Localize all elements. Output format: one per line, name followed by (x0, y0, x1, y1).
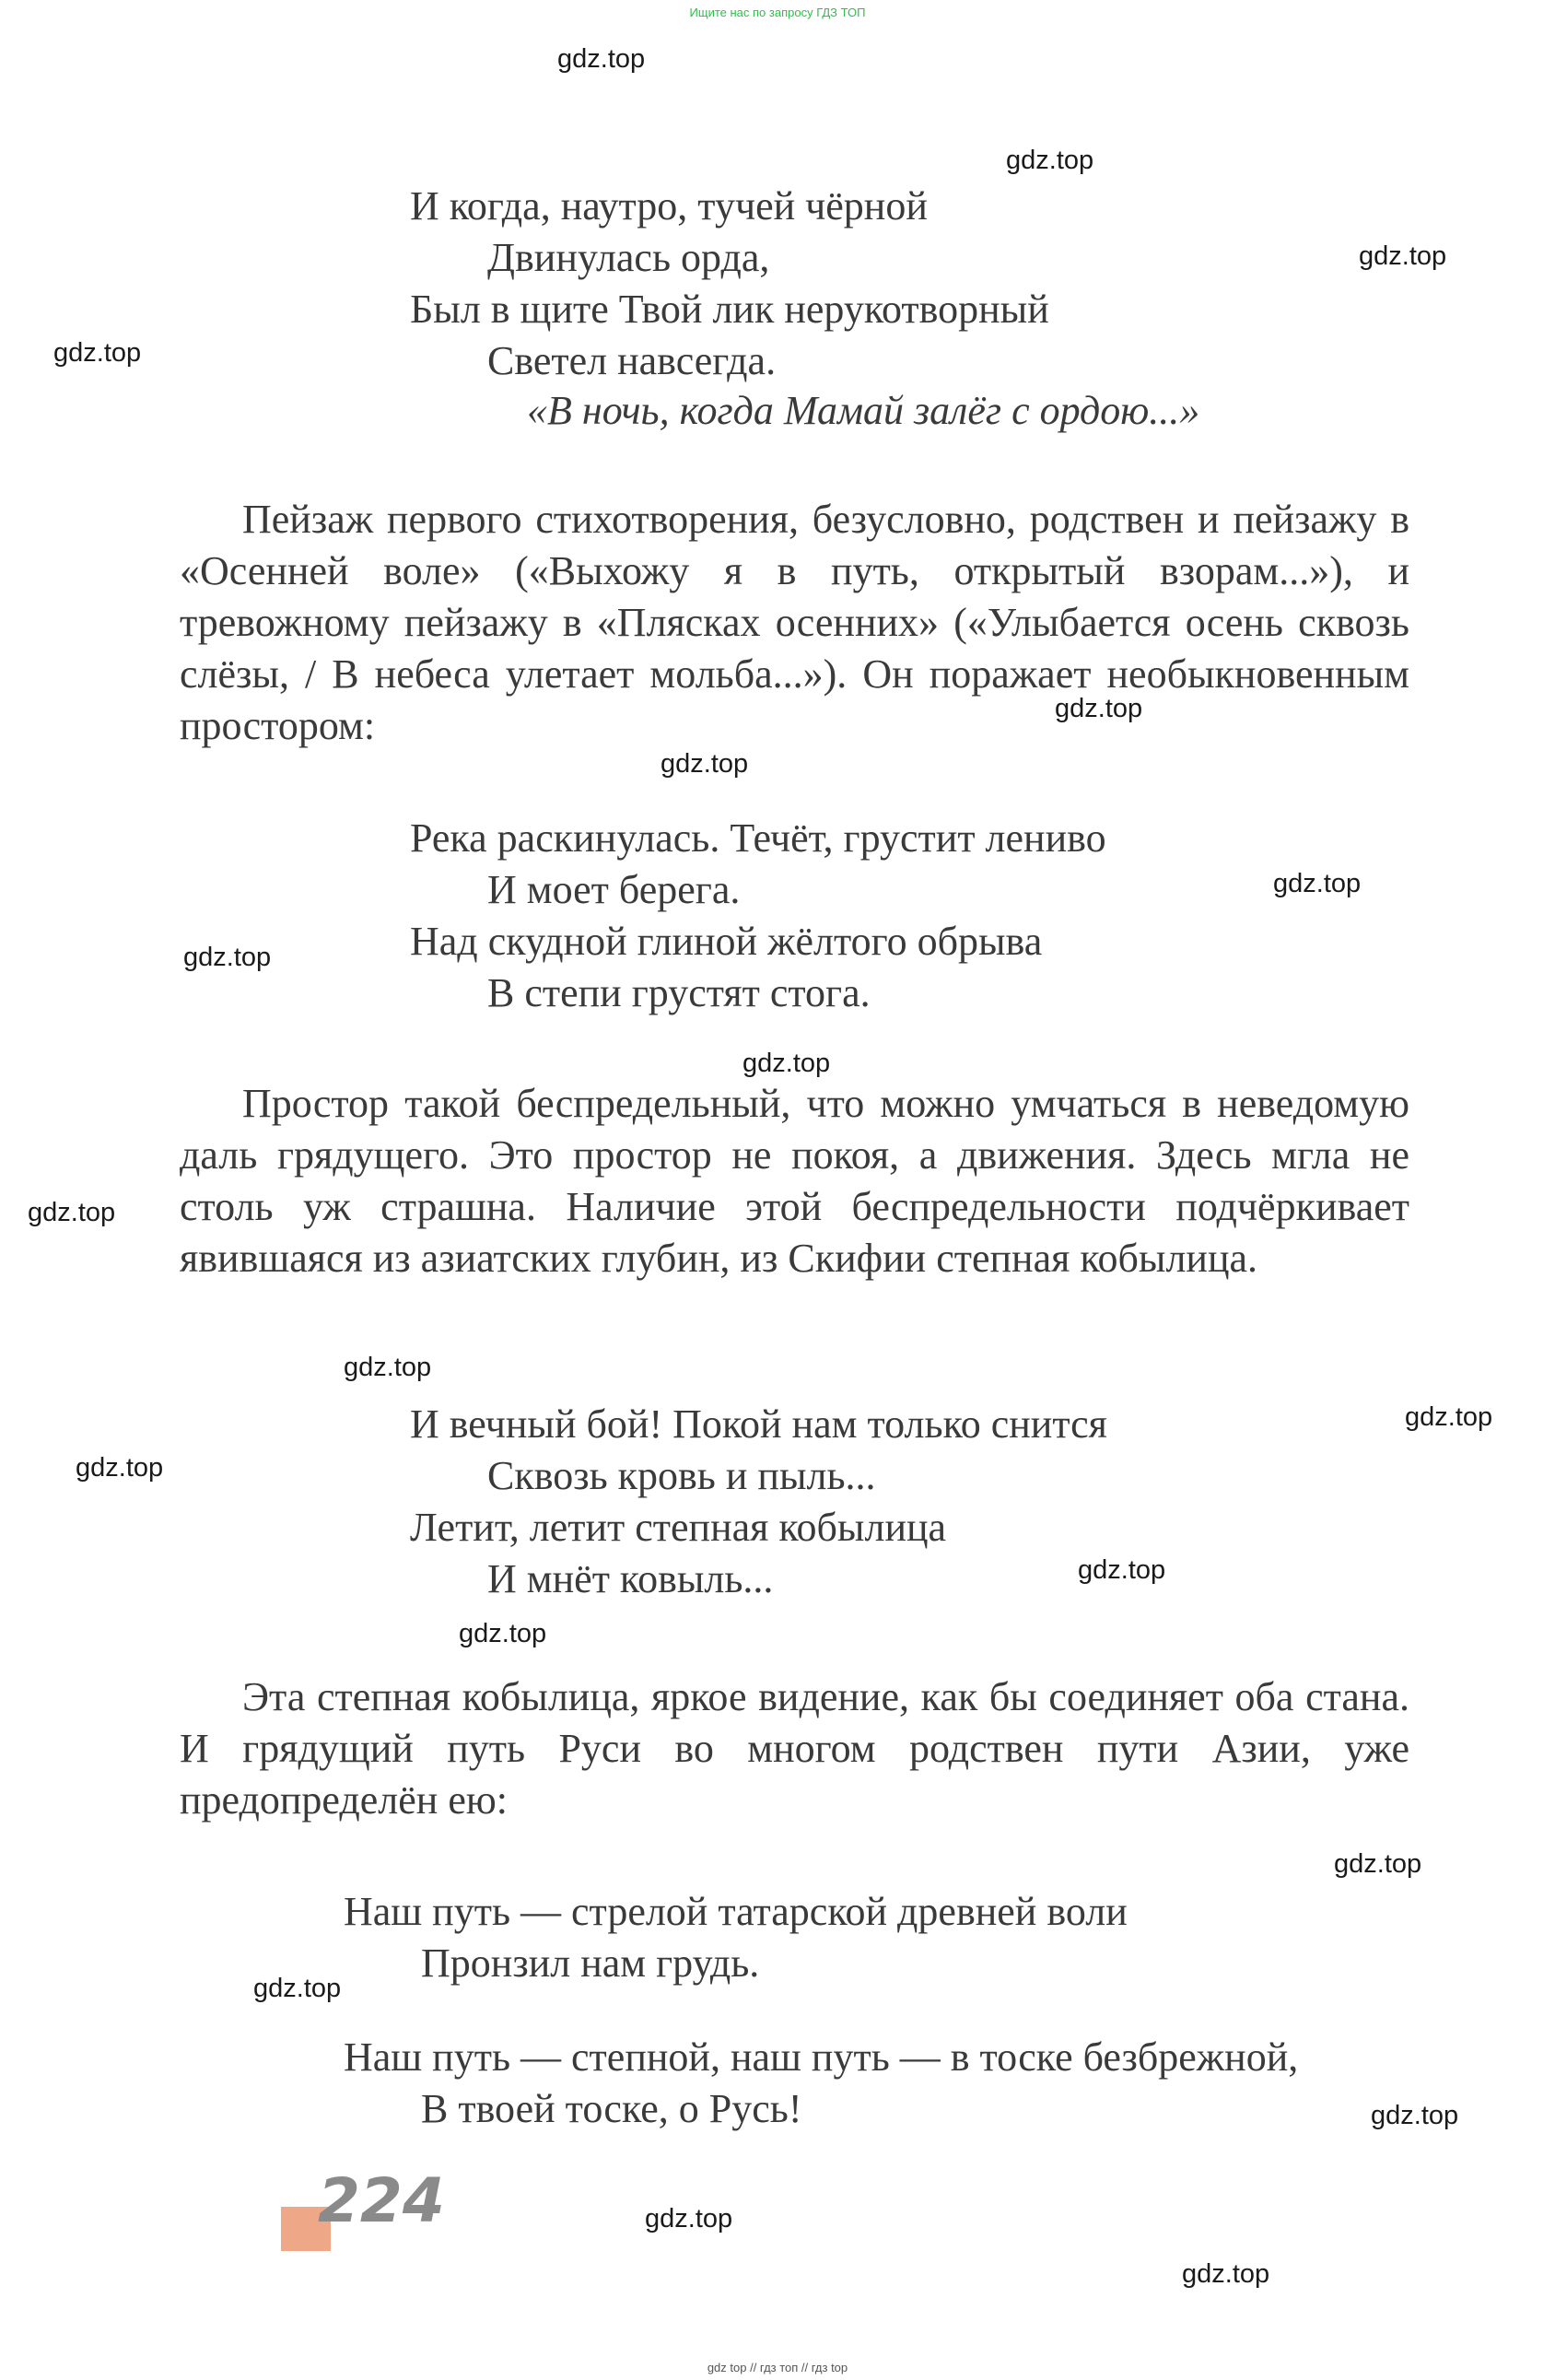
verse-line: Река раскинулась. Течёт, грустит лениво (410, 815, 1106, 861)
watermark: gdz.top (183, 943, 272, 972)
watermark: gdz.top (253, 1974, 342, 2003)
verse-line: Наш путь — степной, наш путь — в тоске безбрежной, (344, 2034, 1299, 2080)
verse-4 (344, 1886, 1128, 1989)
watermark: gdz.top (1273, 869, 1362, 898)
watermark: gdz.top (645, 2204, 733, 2233)
watermark: gdz.top (1182, 2259, 1270, 2289)
watermark: gdz.top (28, 1198, 116, 1227)
verse-line: Наш путь — стрелой татарской древней воли (344, 1889, 1128, 1934)
watermark: gdz.top (344, 1353, 432, 1382)
paragraph-3: Эта степная кобылица, яркое видение, как бы соединяет оба стана. И грядущий путь Руси во многом родствен пути Азии, уже предопределён ею: (180, 1674, 1409, 1823)
watermark: gdz.top (459, 1619, 547, 1648)
watermark: gdz.top (1334, 1849, 1422, 1879)
watermark: gdz.top (1371, 2101, 1459, 2130)
verse-line: В степи грустят стога. (487, 970, 871, 1015)
verse-line: В твоей тоске, о Русь! (421, 2086, 802, 2131)
verse-line: И когда, наутро, тучей чёрной (410, 183, 928, 229)
verse-line: И вечный бой! Покой нам только снится (410, 1401, 1107, 1447)
watermark: gdz.top (1006, 146, 1094, 175)
paragraph-2: Простор такой беспредельный, что можно умчаться в неведомую даль грядущего. Это простор не покоя, а движения. Здесь мгла не столь уж страшна. Наличие этой беспредельности подчёркивает явившаяся из азиатских глубин, из Скифии степная кобылица. (180, 1081, 1409, 1281)
verse-line: Двинулась орда, (487, 235, 770, 280)
footer-note: gdz top // гдз топ // гдз top (707, 2361, 848, 2374)
verse-4-stanza-2 (344, 2032, 1298, 2135)
verse-line: И моет берега. (487, 867, 741, 912)
verse-2 (410, 813, 1106, 1019)
watermark: gdz.top (1055, 694, 1143, 723)
page-number: 224 (318, 2165, 445, 2236)
watermark: gdz.top (557, 44, 646, 74)
watermark: gdz.top (742, 1049, 831, 1078)
watermark: gdz.top (76, 1453, 164, 1483)
verse-3 (410, 1399, 1107, 1605)
watermark: gdz.top (53, 338, 142, 368)
verse-line: Сквозь кровь и пыль... (487, 1453, 876, 1498)
header-note: Ищите нас по запросу ГДЗ ТОП (689, 6, 866, 19)
verse-line: Был в щите Твой лик нерукотворный (410, 287, 1049, 332)
watermark: gdz.top (1359, 241, 1447, 271)
verse-line: И мнёт ковыль... (487, 1556, 774, 1601)
verse-attribution: «В ночь, когда Мамай залёг с ордою...» (527, 388, 1200, 433)
watermark: gdz.top (661, 749, 749, 779)
verse-line: Летит, летит степная кобылица (410, 1505, 947, 1550)
paragraph-1: Пейзаж первого стихотворения, безусловно, родствен и пейзажу в «Осенней воле» («Выхожу я в путь, открытый взорам...»), и тревожному пейзажу в «Плясках осенних» («Улыбается осень сквозь слёзы, / В небеса улетает мольба...»). Он поражает необыкновенным простором: (180, 497, 1409, 748)
verse-line: Светел навсегда. (487, 338, 777, 383)
verse-1 (410, 181, 1049, 387)
verse-line: Над скудной глиной жёлтого обрыва (410, 919, 1043, 964)
watermark: gdz.top (1405, 1402, 1493, 1432)
watermark: gdz.top (1078, 1555, 1166, 1585)
verse-line: Пронзил нам грудь. (421, 1940, 760, 1986)
